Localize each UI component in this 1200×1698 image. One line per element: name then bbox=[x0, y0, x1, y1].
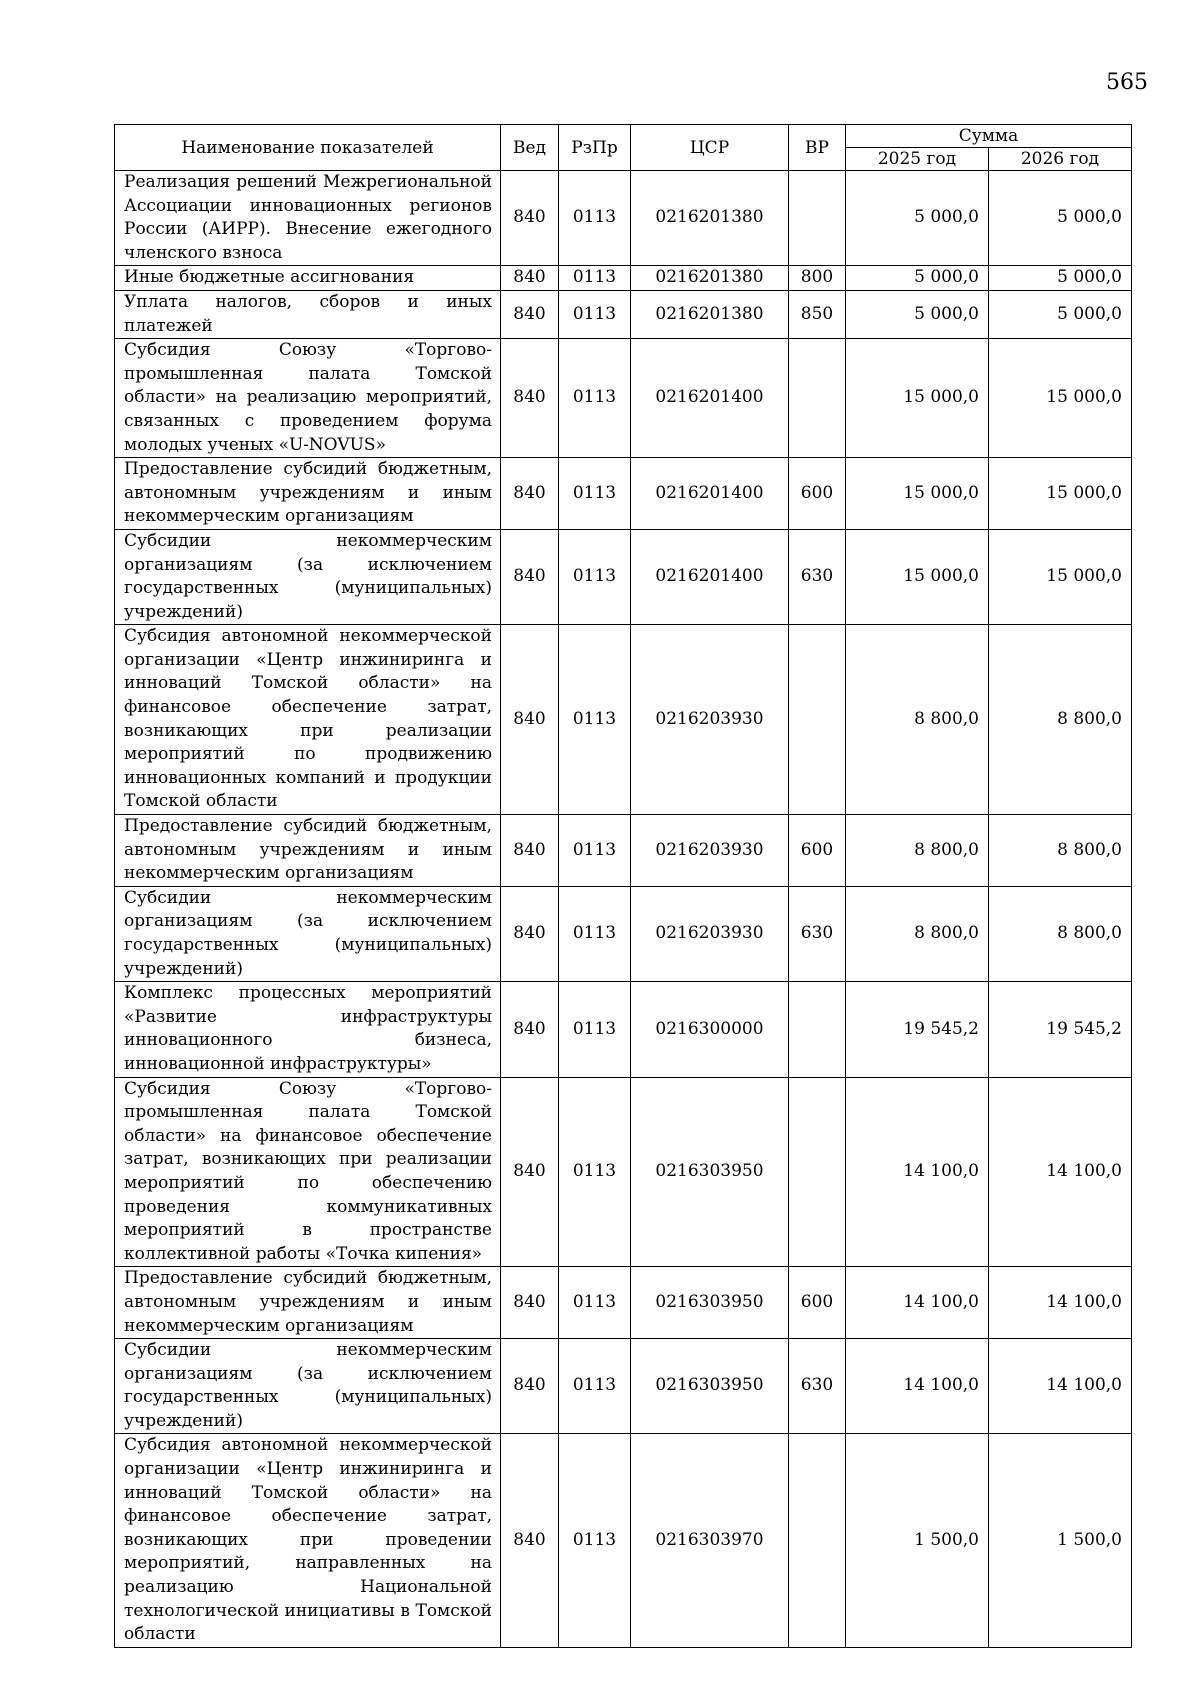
table-row bbox=[115, 982, 1132, 1077]
header-csr: ЦСР bbox=[631, 125, 789, 171]
header-vr: ВР bbox=[789, 125, 846, 171]
table-row bbox=[115, 266, 1132, 291]
cell-name: Реализация решений Межрегиональной Ассоциации инновационных регионов России (АИРР). Внесение ежегодного членского взноса bbox=[115, 171, 501, 266]
table-body bbox=[115, 171, 1132, 1648]
cell-vr bbox=[789, 171, 846, 266]
cell-name: Субсидия автономной некоммерческой организации «Центр инжиниринга и инноваций Томской области» на финансовое обеспечение затрат, возникающих при реализации мероприятий по продвижению инновационных компаний и продукции Томской области bbox=[115, 625, 501, 815]
cell-sum-2026: 14 100,0 bbox=[989, 1267, 1132, 1339]
table-row bbox=[115, 290, 1132, 338]
cell-csr: 0216303950 bbox=[631, 1339, 789, 1434]
cell-vr: 600 bbox=[789, 458, 846, 530]
table-row bbox=[115, 1434, 1132, 1647]
cell-rzpr: 0113 bbox=[559, 339, 631, 458]
cell-csr: 0216201380 bbox=[631, 171, 789, 266]
cell-sum-2025: 15 000,0 bbox=[846, 339, 989, 458]
cell-vr bbox=[789, 982, 846, 1077]
cell-sum-2025: 8 800,0 bbox=[846, 886, 989, 981]
cell-sum-2025: 1 500,0 bbox=[846, 1434, 989, 1647]
budget-table bbox=[114, 124, 1132, 1648]
cell-name: Субсидии некоммерческим организациям (за исключением государственных (муниципальных) учреждений) bbox=[115, 529, 501, 624]
cell-ved: 840 bbox=[501, 290, 559, 338]
table-row bbox=[115, 458, 1132, 530]
cell-name: Иные бюджетные ассигнования bbox=[115, 266, 501, 291]
cell-name: Предоставление субсидий бюджетным, автономным учреждениям и иным некоммерческим организациям bbox=[115, 1267, 501, 1339]
table-row bbox=[115, 1339, 1132, 1434]
cell-ved: 840 bbox=[501, 625, 559, 815]
cell-name: Уплата налогов, сборов и иных платежей bbox=[115, 290, 501, 338]
cell-vr: 630 bbox=[789, 529, 846, 624]
cell-sum-2026: 15 000,0 bbox=[989, 339, 1132, 458]
cell-rzpr: 0113 bbox=[559, 1339, 631, 1434]
cell-name: Субсидия автономной некоммерческой организации «Центр инжиниринга и инноваций Томской области» на финансовое обеспечение затрат, возникающих при проведении мероприятий, направленных на реализацию Национальной технологической инициативы в Томской области bbox=[115, 1434, 501, 1647]
cell-sum-2026: 15 000,0 bbox=[989, 458, 1132, 530]
cell-rzpr: 0113 bbox=[559, 1077, 631, 1267]
cell-sum-2025: 5 000,0 bbox=[846, 290, 989, 338]
cell-name: Комплекс процессных мероприятий «Развитие инфраструктуры инновационного бизнеса, инновационной инфраструктуры» bbox=[115, 982, 501, 1077]
table-row bbox=[115, 529, 1132, 624]
cell-sum-2025: 14 100,0 bbox=[846, 1339, 989, 1434]
cell-csr: 0216303950 bbox=[631, 1267, 789, 1339]
cell-name: Субсидия Союзу «Торгово-промышленная палата Томской области» на реализацию мероприятий, связанных с проведением форума молодых ученых «U-NOVUS» bbox=[115, 339, 501, 458]
cell-sum-2026: 14 100,0 bbox=[989, 1339, 1132, 1434]
cell-rzpr: 0113 bbox=[559, 982, 631, 1077]
cell-vr: 800 bbox=[789, 266, 846, 291]
cell-vr: 850 bbox=[789, 290, 846, 338]
cell-name: Предоставление субсидий бюджетным, автономным учреждениям и иным некоммерческим организациям bbox=[115, 458, 501, 530]
cell-ved: 840 bbox=[501, 1267, 559, 1339]
cell-vr bbox=[789, 1434, 846, 1647]
table-row bbox=[115, 171, 1132, 266]
cell-rzpr: 0113 bbox=[559, 886, 631, 981]
header-rzpr: РзПр bbox=[559, 125, 631, 171]
cell-sum-2026: 5 000,0 bbox=[989, 171, 1132, 266]
cell-name: Субсидии некоммерческим организациям (за исключением государственных (муниципальных) учреждений) bbox=[115, 886, 501, 981]
cell-ved: 840 bbox=[501, 529, 559, 624]
cell-sum-2025: 5 000,0 bbox=[846, 171, 989, 266]
cell-rzpr: 0113 bbox=[559, 1267, 631, 1339]
header-name: Наименование показателей bbox=[115, 125, 501, 171]
cell-ved: 840 bbox=[501, 982, 559, 1077]
cell-sum-2025: 15 000,0 bbox=[846, 458, 989, 530]
cell-sum-2026: 8 800,0 bbox=[989, 625, 1132, 815]
cell-vr bbox=[789, 1077, 846, 1267]
cell-rzpr: 0113 bbox=[559, 171, 631, 266]
cell-name: Субсидии некоммерческим организациям (за исключением государственных (муниципальных) учреждений) bbox=[115, 1339, 501, 1434]
cell-csr: 0216201380 bbox=[631, 290, 789, 338]
cell-rzpr: 0113 bbox=[559, 1434, 631, 1647]
cell-csr: 0216201400 bbox=[631, 339, 789, 458]
cell-rzpr: 0113 bbox=[559, 815, 631, 887]
cell-csr: 0216203930 bbox=[631, 886, 789, 981]
cell-ved: 840 bbox=[501, 339, 559, 458]
cell-sum-2026: 8 800,0 bbox=[989, 886, 1132, 981]
cell-sum-2026: 14 100,0 bbox=[989, 1077, 1132, 1267]
table-row bbox=[115, 625, 1132, 815]
cell-sum-2026: 19 545,2 bbox=[989, 982, 1132, 1077]
cell-ved: 840 bbox=[501, 1077, 559, 1267]
table-header bbox=[115, 125, 1132, 171]
cell-sum-2025: 5 000,0 bbox=[846, 266, 989, 291]
header-sum: Сумма bbox=[846, 125, 1132, 148]
table-row bbox=[115, 1077, 1132, 1267]
cell-ved: 840 bbox=[501, 458, 559, 530]
cell-name: Субсидия Союзу «Торгово-промышленная палата Томской области» на финансовое обеспечение затрат, возникающих при реализации мероприятий по обеспечению проведения коммуникативных мероприятий в пространстве коллективной работы «Точка кипения» bbox=[115, 1077, 501, 1267]
cell-sum-2026: 5 000,0 bbox=[989, 290, 1132, 338]
table-row bbox=[115, 815, 1132, 887]
cell-name: Предоставление субсидий бюджетным, автономным учреждениям и иным некоммерческим организациям bbox=[115, 815, 501, 887]
cell-sum-2025: 14 100,0 bbox=[846, 1077, 989, 1267]
cell-csr: 0216201400 bbox=[631, 458, 789, 530]
cell-rzpr: 0113 bbox=[559, 458, 631, 530]
cell-vr: 630 bbox=[789, 886, 846, 981]
cell-csr: 0216201380 bbox=[631, 266, 789, 291]
cell-csr: 0216203930 bbox=[631, 815, 789, 887]
page-number: 565 bbox=[1106, 70, 1148, 95]
cell-sum-2025: 19 545,2 bbox=[846, 982, 989, 1077]
cell-ved: 840 bbox=[501, 171, 559, 266]
cell-vr: 600 bbox=[789, 815, 846, 887]
header-year-2025: 2025 год bbox=[846, 148, 989, 171]
cell-sum-2026: 8 800,0 bbox=[989, 815, 1132, 887]
cell-sum-2026: 1 500,0 bbox=[989, 1434, 1132, 1647]
cell-sum-2025: 14 100,0 bbox=[846, 1267, 989, 1339]
cell-rzpr: 0113 bbox=[559, 266, 631, 291]
cell-csr: 0216300000 bbox=[631, 982, 789, 1077]
cell-sum-2026: 5 000,0 bbox=[989, 266, 1132, 291]
cell-sum-2025: 8 800,0 bbox=[846, 625, 989, 815]
table-row bbox=[115, 339, 1132, 458]
cell-ved: 840 bbox=[501, 1434, 559, 1647]
cell-csr: 0216303950 bbox=[631, 1077, 789, 1267]
cell-ved: 840 bbox=[501, 815, 559, 887]
cell-rzpr: 0113 bbox=[559, 625, 631, 815]
cell-ved: 840 bbox=[501, 266, 559, 291]
table-row bbox=[115, 1267, 1132, 1339]
cell-sum-2025: 8 800,0 bbox=[846, 815, 989, 887]
cell-ved: 840 bbox=[501, 1339, 559, 1434]
cell-sum-2025: 15 000,0 bbox=[846, 529, 989, 624]
cell-vr: 630 bbox=[789, 1339, 846, 1434]
cell-vr bbox=[789, 625, 846, 815]
cell-csr: 0216201400 bbox=[631, 529, 789, 624]
cell-rzpr: 0113 bbox=[559, 529, 631, 624]
cell-rzpr: 0113 bbox=[559, 290, 631, 338]
cell-vr: 600 bbox=[789, 1267, 846, 1339]
cell-vr bbox=[789, 339, 846, 458]
cell-csr: 0216303970 bbox=[631, 1434, 789, 1647]
cell-sum-2026: 15 000,0 bbox=[989, 529, 1132, 624]
cell-ved: 840 bbox=[501, 886, 559, 981]
header-year-2026: 2026 год bbox=[989, 148, 1132, 171]
table-row bbox=[115, 886, 1132, 981]
cell-csr: 0216203930 bbox=[631, 625, 789, 815]
header-ved: Вед bbox=[501, 125, 559, 171]
